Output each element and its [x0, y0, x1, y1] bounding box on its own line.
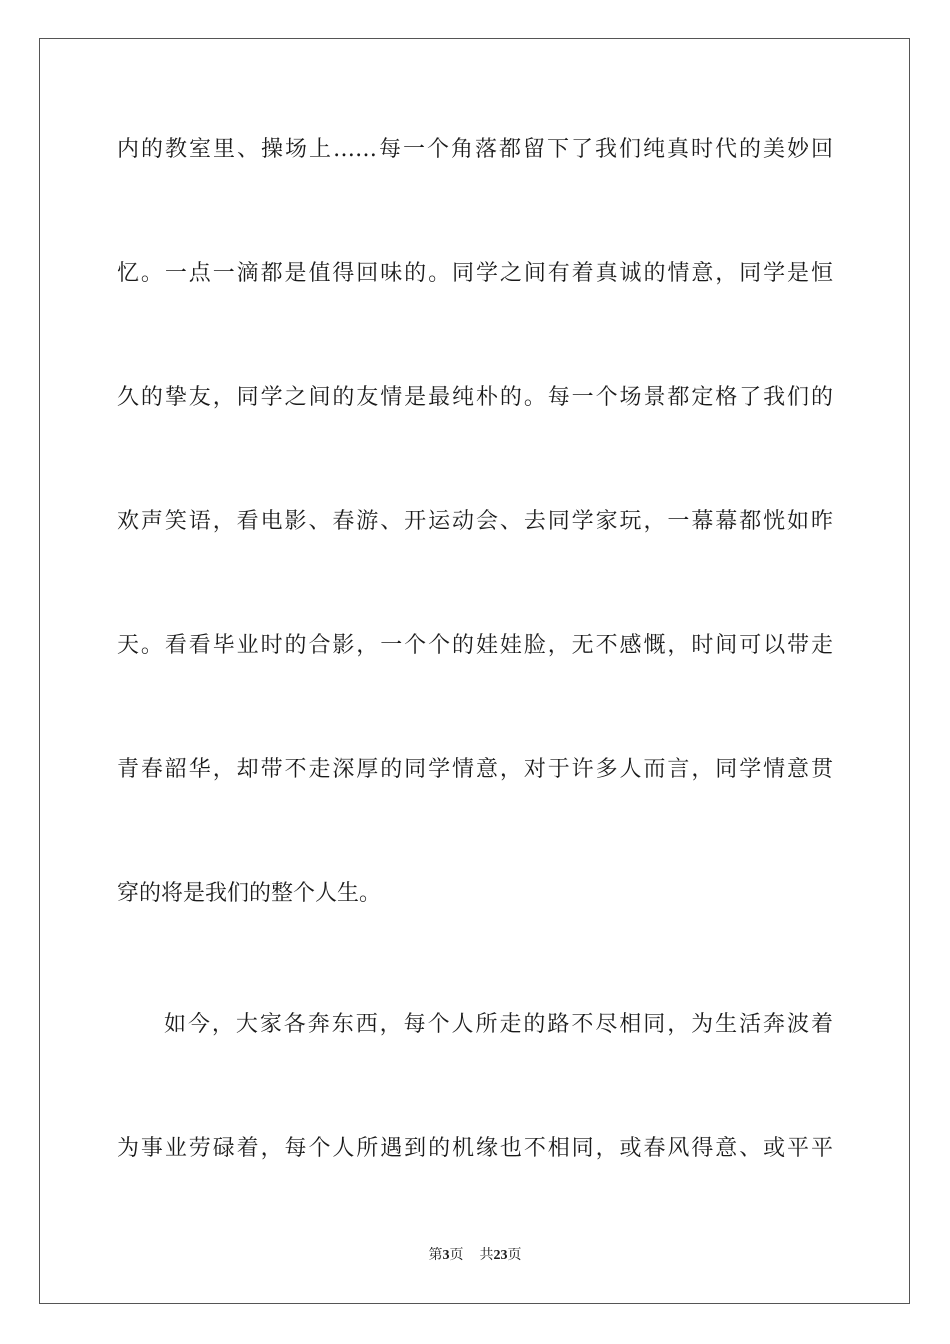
paragraph-first-line: 如今，大家各奔东西，每个人所走的路不尽相同，为生活奔波着: [164, 1012, 833, 1037]
page-unit: 页: [449, 1248, 464, 1263]
page-border: [39, 38, 910, 1304]
text-line: 久的挚友，同学之间的友情是最纯朴的。每一个场景都定格了我们的: [117, 385, 833, 410]
text-line: 内的教室里、操场上……每一个角落都留下了我们纯真时代的美妙回: [117, 137, 833, 162]
text-line: 欢声笑语，看电影、春游、开运动会、去同学家玩，一幕幕都恍如昨: [117, 509, 833, 534]
text-line: 忆。一点一滴都是值得回味的。同学之间有着真诚的情意，同学是恒: [117, 261, 833, 286]
text-line: 天。看看毕业时的合影，一个个的娃娃脸，无不感慨，时间可以带走: [117, 633, 833, 658]
page-total: 23: [493, 1248, 508, 1263]
text-line: 青春韶华，却带不走深厚的同学情意，对于许多人而言，同学情意贯: [117, 757, 833, 782]
page-footer: [0, 1246, 950, 1266]
text-line: 穿的将是我们的整个人生。: [117, 881, 382, 906]
total-prefix: 共: [479, 1248, 494, 1263]
page-prefix: 第: [428, 1248, 443, 1263]
page-current: 3: [442, 1248, 450, 1263]
text-line: 为事业劳碌着，每个人所遇到的机缘也不相同，或春风得意、或平平: [117, 1136, 833, 1161]
total-unit: 页: [507, 1248, 522, 1263]
